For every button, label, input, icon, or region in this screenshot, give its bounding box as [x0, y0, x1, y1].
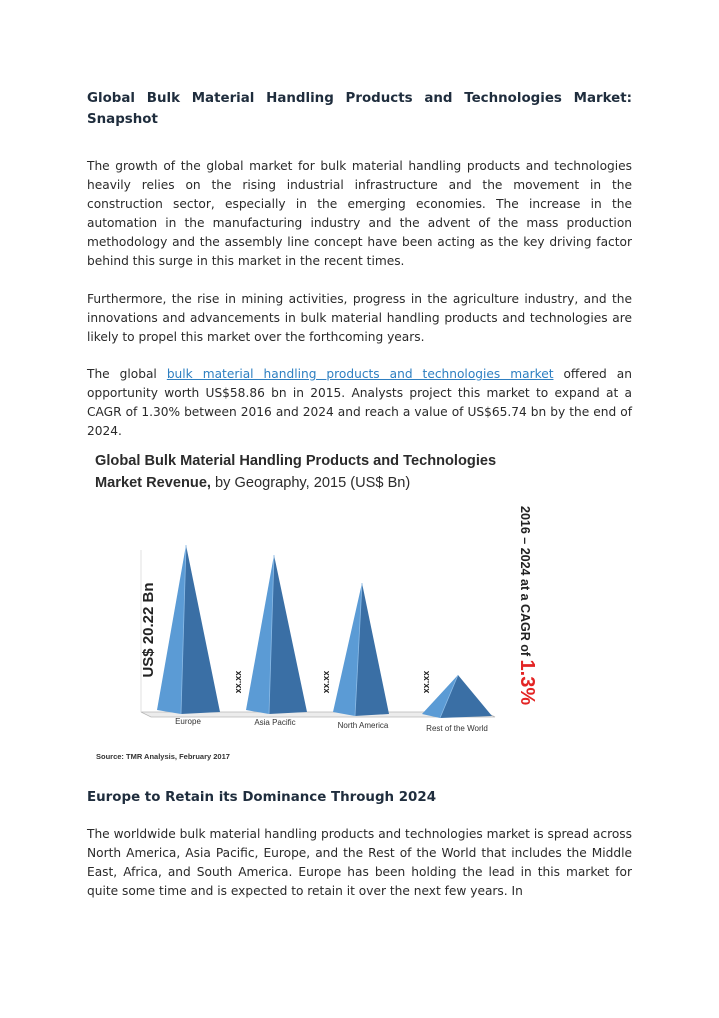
- paragraph-mining-agriculture: Furthermore, the rise in mining activities, progress in the agriculture industry, and the innovations and advancements in bulk material handling products and technologies are likely to propel this market over the forthcoming years.: [87, 291, 632, 344]
- chart-title: [95, 450, 535, 494]
- article-body: [87, 88, 632, 441]
- cagr-text: 2016 – 2024 at a CAGR of: [518, 506, 532, 660]
- chart-title-line1: Global Bulk Material Handling Products and Technologies: [95, 453, 497, 469]
- category-label-north-america: North America: [337, 721, 389, 730]
- p3-intro-text: The global: [87, 366, 167, 381]
- revenue-chart: [93, 450, 543, 780]
- paragraph-market-growth: The growth of the global market for bulk material handling products and technologies heavily relies on the rising industrial infrastructure and the movement in the construction sector, especially in the emerging economies. The increase in the automation in the manufacturing industry and the advent of the mass production methodology and the assembly line concept have been acting as the key driving factor behind this surge in this market in the recent times.: [87, 159, 632, 269]
- value-label-asia-pacific: xx.xx: [233, 670, 243, 694]
- pyramid-side-europe: [181, 545, 220, 714]
- category-label-europe: Europe: [175, 717, 201, 726]
- p3-body-text: offered an opportunity worth US$58.86 bn in 2015. Analysts project this market to expand at a CAGR of 1.30% between 2016 and 2024 and reach a value of US$65.74 bn by the end of 2024.: [87, 366, 632, 439]
- category-label-asia-pacific: Asia Pacific: [254, 718, 296, 727]
- value-label-europe: US$ 20.22 Bn: [140, 582, 157, 678]
- section-heading: Europe to Retain its Dominance Through 2024: [87, 790, 437, 805]
- cagr-value: 1.3%: [516, 659, 538, 706]
- pyramid-side-asia-pacific: [269, 555, 307, 714]
- section-europe: [87, 788, 632, 901]
- value-label-north-america: xx.xx: [321, 670, 331, 694]
- cagr-callout: [516, 506, 538, 705]
- value-label-rest-of-the-world: xx.xx: [421, 670, 431, 694]
- chart-title-bold-part: Market Revenue,: [95, 475, 211, 491]
- chart-title-rest: by Geography, 2015 (US$ Bn): [211, 475, 411, 491]
- revenue-chart-figure: [93, 450, 543, 780]
- article-title: Global Bulk Material Handling Products and Technologies Market: Snapshot: [87, 91, 632, 127]
- chart-source: Source: TMR Analysis, February 2017: [96, 752, 230, 761]
- category-label-rest-of-the-world: Rest of the World: [426, 724, 488, 733]
- chart-title-line2: [95, 472, 535, 494]
- paragraph-market-value: [87, 365, 632, 441]
- paragraph-regional-spread: The worldwide bulk material handling products and technologies market is spread across North America, Asia Pacific, Europe, and the Rest of the World that includes the Middle East, Africa, and South America. Europe has been holding the lead in this market for quite some time and is expected to retain it over the next few years. In: [87, 827, 632, 899]
- market-report-link[interactable]: bulk material handling products and technologies market: [166, 366, 554, 381]
